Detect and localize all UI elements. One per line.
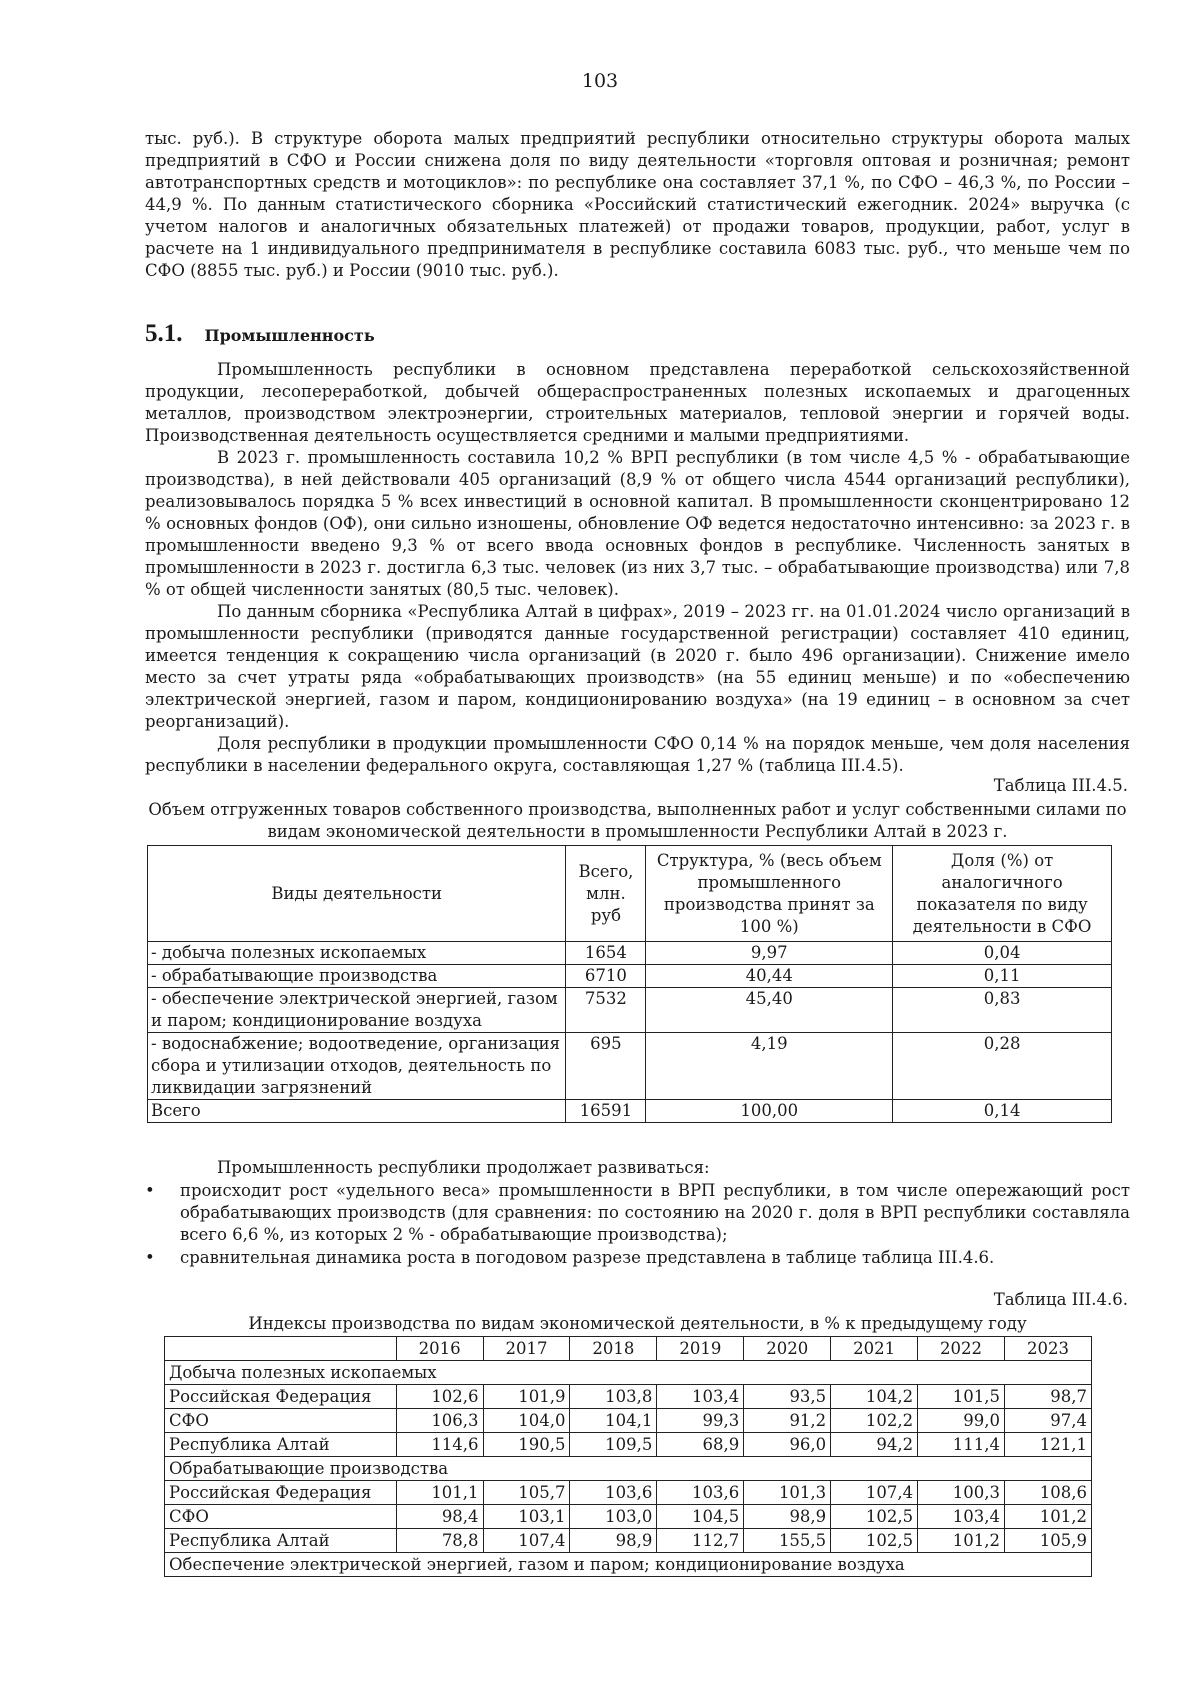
column-header-year: 2016 xyxy=(396,1337,483,1361)
table-cell: 107,4 xyxy=(483,1529,570,1553)
table-cell: 103,4 xyxy=(918,1505,1005,1529)
table-cell: 40,44 xyxy=(646,965,893,988)
table-cell: Всего xyxy=(148,1100,566,1123)
column-header-empty xyxy=(165,1337,397,1361)
table-row xyxy=(165,1409,1092,1433)
column-header: Всего, млн. руб xyxy=(566,846,646,942)
column-header: Доля (%) от аналогичного показателя по виду деятельности в СФО xyxy=(893,846,1112,942)
table-cell: 101,2 xyxy=(918,1529,1005,1553)
table-number: Таблица III.4.6. xyxy=(993,1290,1128,1309)
group-header-row xyxy=(165,1553,1092,1577)
table-row xyxy=(165,1505,1092,1529)
table-cell: 98,9 xyxy=(744,1505,831,1529)
table-cell: 190,5 xyxy=(483,1433,570,1457)
column-header-year: 2017 xyxy=(483,1337,570,1361)
table-cell: 695 xyxy=(566,1033,646,1100)
table-cell: 121,1 xyxy=(1005,1433,1092,1457)
column-header-year: 2019 xyxy=(657,1337,744,1361)
bullet-text: сравнительная динамика роста в погодовом разрезе представлена в таблице таблица III.4.6. xyxy=(180,1248,995,1267)
page-number: 103 xyxy=(581,70,619,92)
table-cell: 101,2 xyxy=(1005,1505,1092,1529)
table-cell: 103,0 xyxy=(570,1505,657,1529)
table-caption: Объем отгруженных товаров собственного производства, выполненных работ и услуг собственными силами по видам экономической деятельности в промышленности Республики Алтай в 2023 г. xyxy=(148,800,1127,841)
table-cell: 0,83 xyxy=(893,988,1112,1033)
table-cell: 98,7 xyxy=(1005,1385,1092,1409)
table-cell: 101,9 xyxy=(483,1385,570,1409)
table-cell: 106,3 xyxy=(396,1409,483,1433)
row-label: Республика Алтай xyxy=(165,1433,397,1457)
table-cell: 97,4 xyxy=(1005,1409,1092,1433)
table-cell: 98,4 xyxy=(396,1505,483,1529)
paragraph: тыс. руб.). В структуре оборота малых предприятий республики относительно структуры оборота малых предприятий в СФО и России снижена доля по виду деятельности «торговля оптовая и розничная; ремонт автотранспортных средств и мотоциклов»: по республике она составляет 37,1 %, по СФО – 46,3 %, по России – 44,9 %. По данным статистического сборника «Российский статистический ежегодник. 2024» выручка (с учетом налогов и аналогичных обязательных платежей) от продажи товаров, продукции, работ, услуг в расчете на 1 индивидуального предпринимателя в республике составила 6083 тыс. руб., что меньше чем по СФО (8855 тыс. руб.) и России (9010 тыс. руб.). xyxy=(145,129,1130,280)
table-cell: 9,97 xyxy=(646,942,893,965)
table-cell: 91,2 xyxy=(744,1409,831,1433)
intro-paragraph-block xyxy=(145,128,1130,282)
bullet-item xyxy=(145,1247,1130,1269)
table-row xyxy=(165,1481,1092,1505)
section-number: 5.1. xyxy=(145,320,183,347)
table-cell: 7532 xyxy=(566,988,646,1033)
table-cell: 0,04 xyxy=(893,942,1112,965)
column-header: Структура, % (весь объем промышленного производства принят за 100 %) xyxy=(646,846,893,942)
table-row xyxy=(148,988,1112,1033)
table-cell: 111,4 xyxy=(918,1433,1005,1457)
section-title: Промышленность xyxy=(204,326,375,345)
table-cell: 104,2 xyxy=(831,1385,918,1409)
bullet-glyph: • xyxy=(145,1248,155,1267)
table-cell: 0,14 xyxy=(893,1100,1112,1123)
table-cell: 100,3 xyxy=(918,1481,1005,1505)
table-cell: 1654 xyxy=(566,942,646,965)
table-cell: 99,0 xyxy=(918,1409,1005,1433)
table-cell: 103,8 xyxy=(570,1385,657,1409)
table-cell: 105,7 xyxy=(483,1481,570,1505)
table-row xyxy=(165,1433,1092,1457)
column-header-year: 2023 xyxy=(1005,1337,1092,1361)
table-cell: 112,7 xyxy=(657,1529,744,1553)
table-cell: 45,40 xyxy=(646,988,893,1033)
table-cell: 102,5 xyxy=(831,1505,918,1529)
section-heading xyxy=(145,320,375,348)
table-cell: 103,1 xyxy=(483,1505,570,1529)
table-header-row xyxy=(165,1337,1092,1361)
group-title: Обеспечение электрической энергией, газом и паром; кондиционирование воздуха xyxy=(165,1553,1092,1577)
paragraph: Доля республики в продукции промышленности СФО 0,14 % на порядок меньше, чем доля населения республики в населении федерального округа, составляющая 1,27 % (таблица III.4.5). xyxy=(145,734,1130,775)
row-label: Российская Федерация xyxy=(165,1481,397,1505)
table-caption: Индексы производства по видам экономической деятельности, в % к предыдущему году xyxy=(248,1314,1027,1333)
column-header: Виды деятельности xyxy=(148,846,566,942)
table-cell: 16591 xyxy=(566,1100,646,1123)
table-cell: - обеспечение электрической энергией, газом и паром; кондиционирование воздуха xyxy=(148,988,566,1033)
table-cell: 108,6 xyxy=(1005,1481,1092,1505)
production-index-table xyxy=(164,1336,1092,1577)
paragraph: В 2023 г. промышленность составила 10,2 % ВРП республики (в том числе 4,5 % - обрабатывающие производства), в ней действовали 405 организаций (8,9 % от общего числа 4544 организаций республики), реализовывалось порядка 5 % всех инвестиций в основной капитал. В промышленности сконцентрировано 12 % основных фондов (ОФ), они сильно изношены, обновление ОФ ведется недостаточно интенсивно: за 2023 г. в промышленности введено 9,3 % от всего ввода основных фондов в республике. Численность занятых в промышленности в 2023 г. достигла 6,3 тыс. человек (из них 3,7 тыс. – обрабатывающие производства) или 7,8 % от общей численности занятых (80,5 тыс. человек). xyxy=(145,448,1130,599)
table-cell: 103,4 xyxy=(657,1385,744,1409)
table-cell: 6710 xyxy=(566,965,646,988)
bullet-item xyxy=(145,1180,1130,1246)
table-row xyxy=(148,965,1112,988)
table-cell: 103,6 xyxy=(657,1481,744,1505)
table-cell: 104,5 xyxy=(657,1505,744,1529)
column-header-year: 2021 xyxy=(831,1337,918,1361)
table-cell: 107,4 xyxy=(831,1481,918,1505)
table-cell: 114,6 xyxy=(396,1433,483,1457)
table-cell: 4,19 xyxy=(646,1033,893,1100)
table-cell: 104,1 xyxy=(570,1409,657,1433)
group-header-row xyxy=(165,1361,1092,1385)
table-cell: 96,0 xyxy=(744,1433,831,1457)
table-cell: 155,5 xyxy=(744,1529,831,1553)
table-cell: 102,5 xyxy=(831,1529,918,1553)
table-row xyxy=(165,1529,1092,1553)
group-title: Обрабатывающие производства xyxy=(165,1457,1092,1481)
table-header-row xyxy=(148,846,1112,942)
table-cell: 104,0 xyxy=(483,1409,570,1433)
table-cell: 94,2 xyxy=(831,1433,918,1457)
table-total-row xyxy=(148,1100,1112,1123)
table-cell: 101,5 xyxy=(918,1385,1005,1409)
paragraph: Промышленность республики в основном представлена переработкой сельскохозяйственной продукции, лесопереработкой, добычей общераспространенных полезных ископаемых и драгоценных металлов, производством электроэнергии, строительных материалов, тепловой энергии и горячей воды. Производственная деятельность осуществляется средними и малыми предприятиями. xyxy=(145,360,1130,445)
group-header-row xyxy=(165,1457,1092,1481)
table-cell: - обрабатывающие производства xyxy=(148,965,566,988)
table-cell: 98,9 xyxy=(570,1529,657,1553)
table-cell: 100,00 xyxy=(646,1100,893,1123)
row-label: СФО xyxy=(165,1505,397,1529)
table-cell: - водоснабжение; водоотведение, организация сбора и утилизации отходов, деятельность по ликвидации загрязнений xyxy=(148,1033,566,1100)
table-row xyxy=(165,1385,1092,1409)
table-cell: - добыча полезных ископаемых xyxy=(148,942,566,965)
table-cell: 0,11 xyxy=(893,965,1112,988)
bullet-text: происходит рост «удельного веса» промышленности в ВРП республики, в том числе опережающий рост обрабатывающих производств (для сравнения: по состоянию на 2020 г. доля в ВРП республики составляла всего 6,6 %, из которых 2 % - обрабатывающие производства); xyxy=(180,1181,1130,1244)
table-row xyxy=(148,1033,1112,1100)
table-cell: 101,1 xyxy=(396,1481,483,1505)
industry-volume-table xyxy=(147,845,1112,1123)
column-header-year: 2020 xyxy=(744,1337,831,1361)
row-label: Республика Алтай xyxy=(165,1529,397,1553)
table-cell: 78,8 xyxy=(396,1529,483,1553)
table-cell: 99,3 xyxy=(657,1409,744,1433)
group-title: Добыча полезных ископаемых xyxy=(165,1361,1092,1385)
table-cell: 102,2 xyxy=(831,1409,918,1433)
table-row xyxy=(148,942,1112,965)
column-header-year: 2022 xyxy=(918,1337,1005,1361)
body-text xyxy=(145,359,1130,777)
table-cell: 105,9 xyxy=(1005,1529,1092,1553)
table-cell: 109,5 xyxy=(570,1433,657,1457)
table-cell: 103,6 xyxy=(570,1481,657,1505)
paragraph: По данным сборника «Республика Алтай в цифрах», 2019 – 2023 гг. на 01.01.2024 число организаций в промышленности республики (приводятся данные государственной регистрации) составляет 410 единиц, имеется тенденция к сокращению числа организаций (в 2020 г. было 496 организации). Снижение имело место за счет утраты ряда «обрабатывающих производств» (на 55 единиц меньше) и по «обеспечению электрической энергией, газом и паром, кондиционированию воздуха» (на 19 единиц – в основном за счет реорганизаций). xyxy=(145,602,1130,731)
row-label: Российская Федерация xyxy=(165,1385,397,1409)
paragraph: Промышленность республики продолжает развиваться: xyxy=(217,1158,710,1177)
table-cell: 102,6 xyxy=(396,1385,483,1409)
table-cell: 0,28 xyxy=(893,1033,1112,1100)
row-label: СФО xyxy=(165,1409,397,1433)
table-number: Таблица III.4.5. xyxy=(993,776,1128,795)
table-cell: 68,9 xyxy=(657,1433,744,1457)
paragraph-after-table xyxy=(145,1157,1130,1179)
table-cell: 101,3 xyxy=(744,1481,831,1505)
table-cell: 93,5 xyxy=(744,1385,831,1409)
column-header-year: 2018 xyxy=(570,1337,657,1361)
bullet-glyph: • xyxy=(145,1181,155,1200)
